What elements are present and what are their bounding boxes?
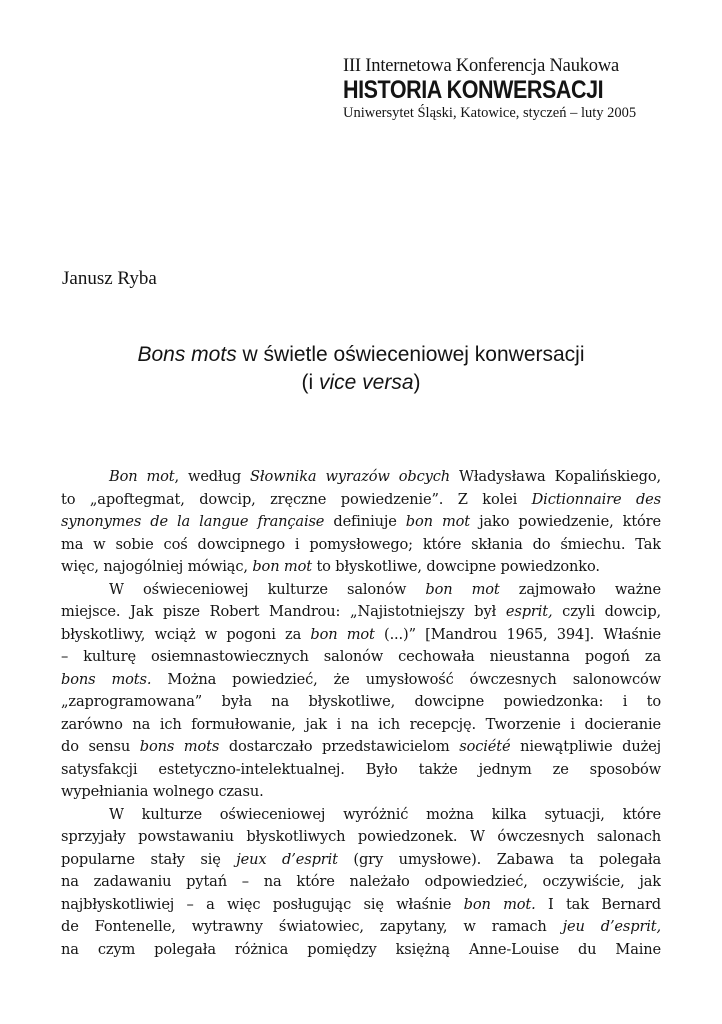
conference-title: HISTORIA KONWERSACJI (343, 76, 604, 104)
article-title (40, 341, 682, 397)
italic-term: bon mot (252, 558, 312, 575)
italic-term: jeu d’esprit, (562, 918, 661, 935)
body-text-run: Można powiedzieć, że umysłowość ówczesnych salonowców (151, 670, 661, 688)
article-title-vice-versa: vice versa (318, 371, 414, 394)
body-text-run: definiuje (324, 513, 406, 530)
body-text-run: dostarczało przedstawicielom (219, 738, 460, 755)
body-text-run: (gry umysłowe). Zabawa ta polegała (337, 850, 661, 868)
article-title-italic: Bons mots (137, 343, 237, 366)
italic-term: esprit, (505, 603, 553, 620)
body-text-run: więc, najogólniej mówiąc, (61, 558, 253, 575)
italic-term: bons mots. (61, 670, 152, 688)
body-line (61, 871, 661, 894)
italic-term: bon mot (405, 513, 470, 530)
body-line (61, 646, 661, 669)
body-text-run: zarówno na ich formułowanie, jak i na ich recepcję. Tworzenie i docieranie (61, 715, 661, 733)
body-text-run: popularne stały się (61, 850, 237, 868)
body-text-run: Władysława Kopalińskiego, (449, 468, 661, 485)
body-text-run: błyskotliwy, wciąż w pogoni za (61, 625, 311, 643)
body-line (61, 826, 661, 849)
conference-header (343, 56, 663, 121)
italic-term: bons mots (139, 738, 220, 755)
article-title-line-1 (40, 341, 682, 369)
body-text-run: jako powiedzenie, które (470, 513, 661, 530)
italic-term: Bon mot (109, 468, 175, 485)
body-text-run: zajmowało ważne (499, 580, 661, 598)
body-text-run: czyli dowcip, (552, 603, 661, 620)
body-line (61, 489, 661, 512)
body-text-run: sprzyjały powstawaniu błyskotliwych powiedzonek. W ówczesnych salonach (61, 828, 661, 845)
body-text-run: W oświeceniowej kulturze salonów (109, 580, 426, 598)
body-line (61, 939, 661, 962)
conference-name: III Internetowa Konferencja Naukowa (343, 56, 620, 76)
body-line (61, 511, 661, 534)
body-line (61, 669, 661, 692)
body-text-run: do sensu (61, 738, 140, 755)
body-text-run: (...)” [Mandrou 1965, 394]. Właśnie (374, 625, 661, 643)
body-line (61, 624, 661, 647)
body-text-run: W kulturze oświeceniowej wyróżnić można kilka sytuacji, które (109, 805, 661, 823)
body-line (61, 736, 661, 759)
italic-term: bon mot (310, 625, 375, 643)
italic-term: Słownika wyrazów obcych (250, 468, 450, 485)
body-line (61, 714, 661, 737)
article-title-paren-open: (i (301, 371, 319, 394)
body-text-run: na zadawaniu pytań – na które należało odpowiedzieć, oczywiście, jak (61, 873, 661, 890)
body-line (61, 691, 661, 714)
body-line (61, 916, 661, 939)
body-line (61, 804, 661, 827)
article-title-line-2 (40, 369, 682, 397)
conference-venue-dates: Uniwersytet Śląski, Katowice, styczeń – luty 2005 (343, 105, 637, 121)
body-text-run: wypełniania wolnego czasu. (61, 783, 264, 800)
italic-term: bon mot (425, 580, 500, 598)
body-text-run: miejsce. Jak pisze Robert Mandrou: „Najistotniejszy był (61, 603, 506, 620)
article-body (61, 466, 661, 961)
body-text-run: – kulturę osiemnastowiecznych salonów cechowała nieustanna pogoń za (61, 648, 661, 665)
body-text-run: I tak Bernard (535, 895, 661, 913)
body-text-run: de Fontenelle, wytrawny światowiec, zapytany, w ramach (61, 918, 563, 935)
article-title-paren-close: ) (413, 371, 421, 394)
body-text-run: na czym polegała różnica pomiędzy księżną Anne-Louise du Maine (61, 940, 661, 958)
body-text-run: to błyskotliwe, dowcipne powiedzonko. (311, 558, 600, 575)
italic-term: société (459, 738, 511, 755)
body-text-run: „zaprogramowana” była na błyskotliwe, dowcipne powiedzonka: i to (61, 693, 661, 710)
body-text-run: najbłyskotliwiej – a więc posługując się właśnie (61, 895, 464, 913)
body-text-run: ma w sobie coś dowcipnego i pomysłowego; które skłania do śmiechu. Tak (61, 535, 661, 553)
italic-term: bon mot. (463, 895, 536, 913)
body-text-run: satysfakcji estetyczno-intelektualnej. Było także jednym ze sposobów (61, 760, 661, 778)
body-line (61, 601, 661, 624)
body-line (61, 759, 661, 782)
body-text-run: niewątpliwie dużej (510, 738, 661, 755)
article-title-rest: w świetle oświeceniowej konwersacji (236, 343, 585, 366)
body-line (61, 579, 661, 602)
body-line (61, 894, 661, 917)
italic-term: jeux d’esprit (236, 850, 338, 868)
author-name: Janusz Ryba (62, 268, 157, 289)
body-line (61, 849, 661, 872)
italic-term: Dictionnaire des (531, 490, 661, 508)
italic-term: synonymes de la langue française (61, 513, 325, 530)
body-text-run: , według (174, 468, 251, 485)
body-line (61, 534, 661, 557)
body-line (61, 781, 661, 804)
body-line (61, 556, 661, 579)
body-line (61, 466, 661, 489)
body-text-run: to „apoftegmat, dowcip, zręczne powiedzenie”. Z kolei (61, 490, 532, 508)
